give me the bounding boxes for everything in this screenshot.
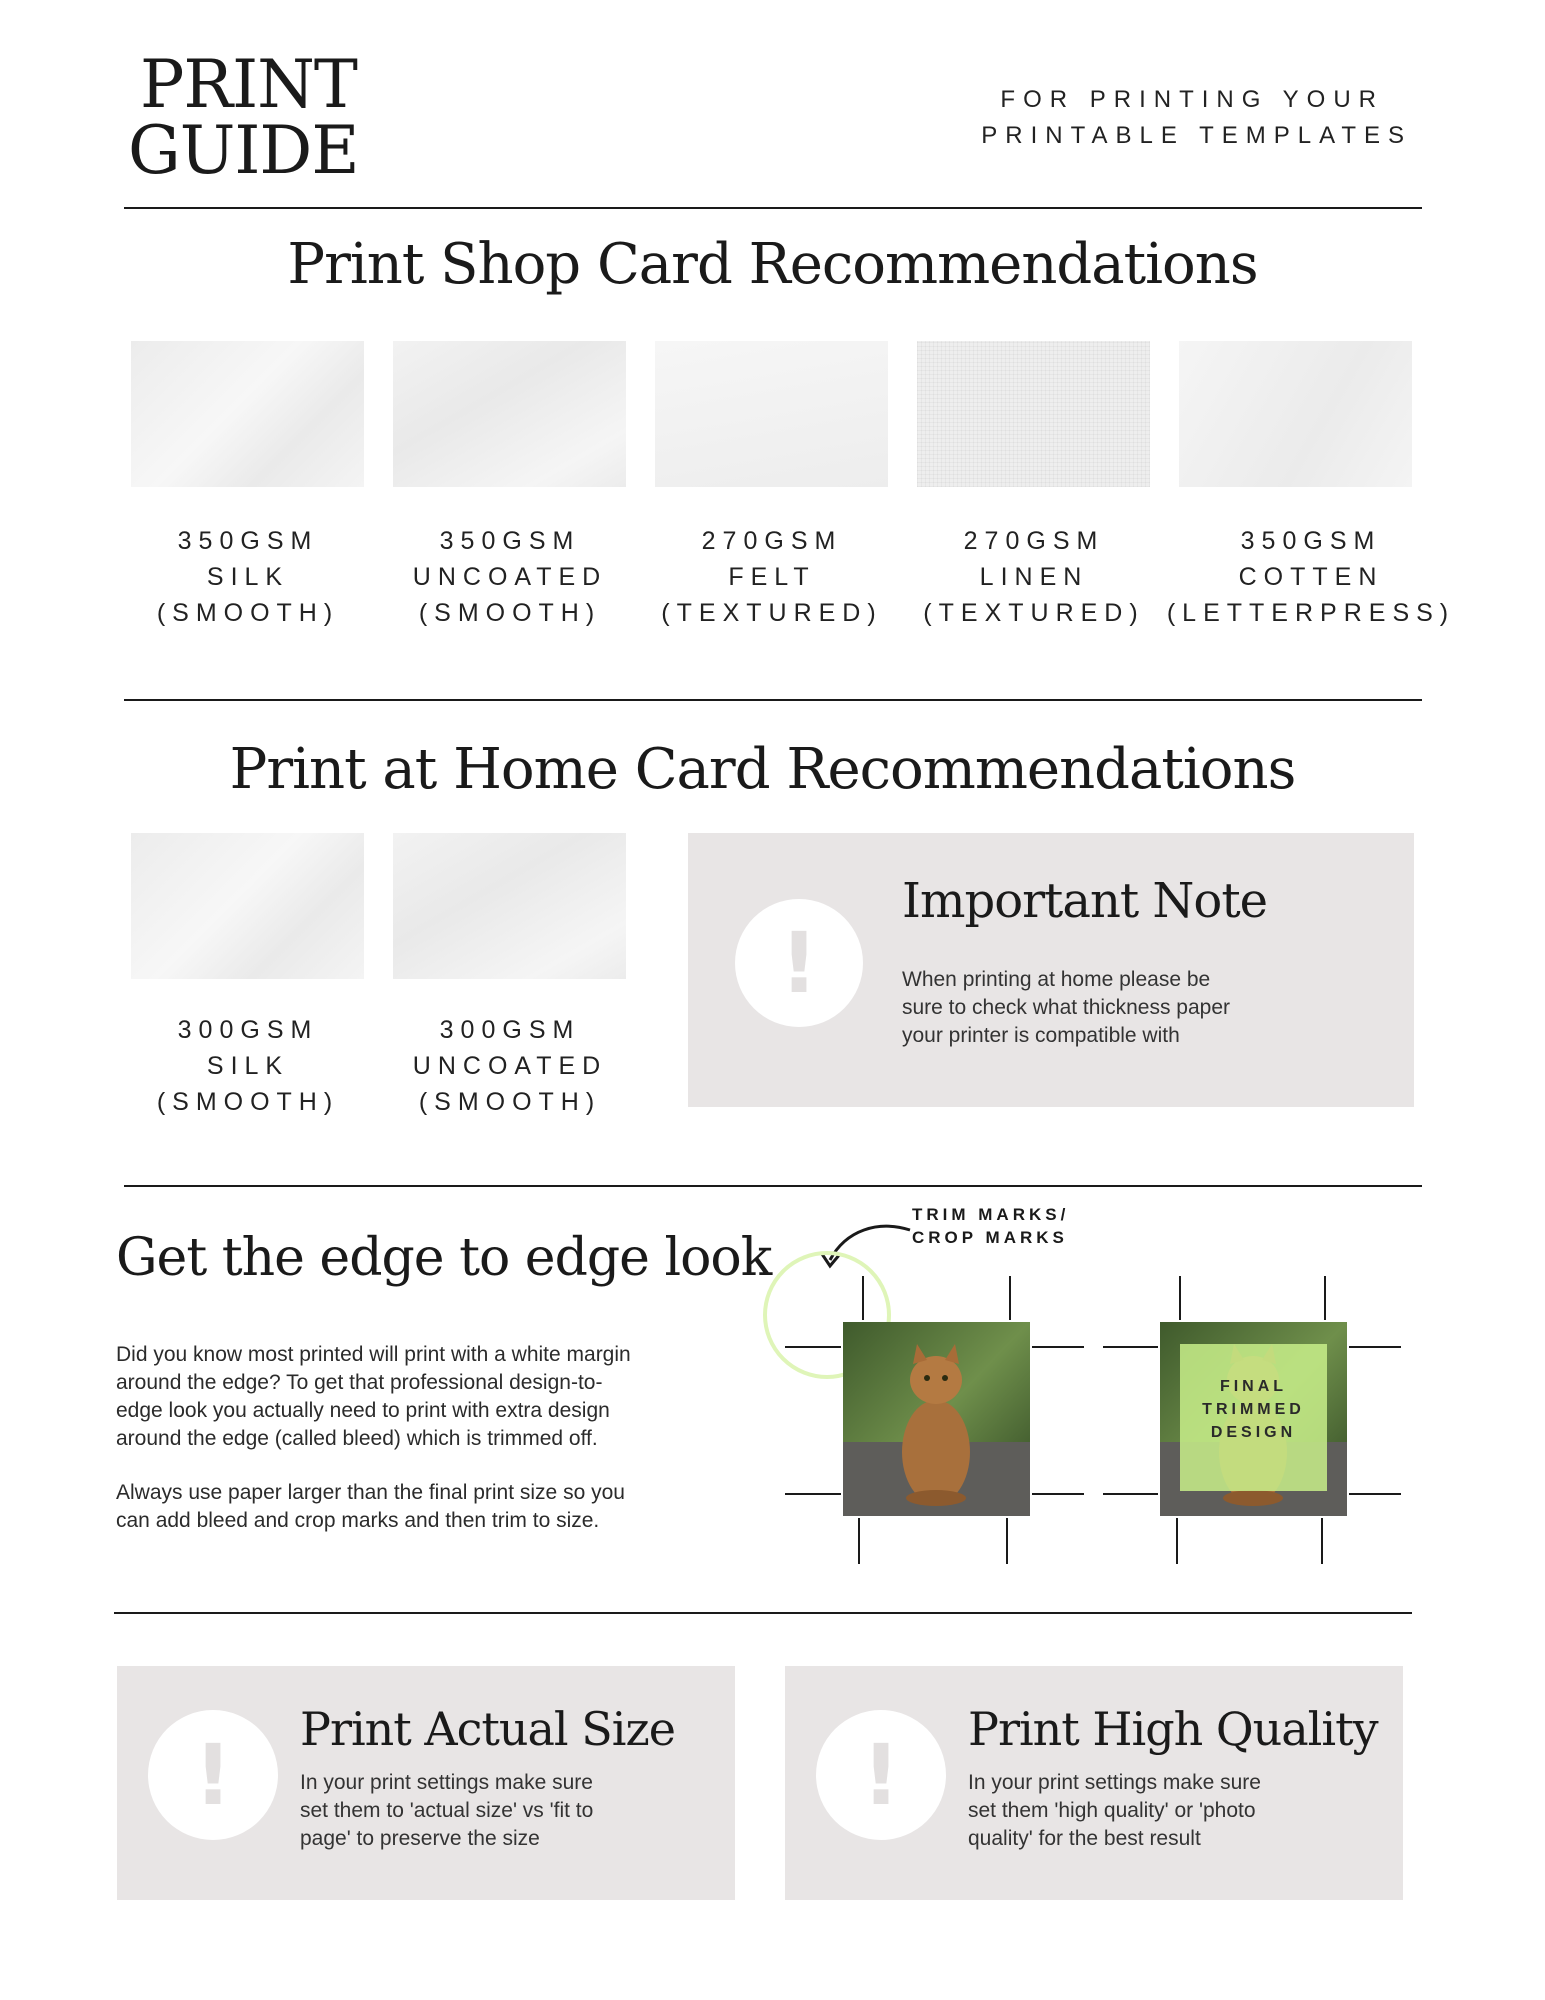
paper-weight: 270GSM: [701, 527, 843, 555]
crop-mark: [1349, 1346, 1401, 1348]
edge-paragraph-1: Did you know most printed will print with a white margin around the edge? To get that professional design-to- edge look you actually need to print with extra design around the edge (called bleed) which is trimmed off.: [116, 1343, 631, 1450]
crop-mark: [1103, 1493, 1158, 1495]
paper-name: COTTEN: [1238, 563, 1384, 591]
crop-mark: [1032, 1346, 1084, 1348]
edge-heading: Get the edge to edge look: [116, 1228, 772, 1288]
paper-name: UNCOATED: [412, 563, 608, 591]
paper-swatch-uncoated: [393, 833, 626, 979]
paper-label: [118, 523, 378, 631]
paper-finish: (TEXTURED): [923, 599, 1145, 627]
crop-mark: [1349, 1493, 1401, 1495]
crop-mark: [1009, 1276, 1011, 1320]
crop-mark: [1324, 1276, 1326, 1320]
divider: [124, 207, 1422, 209]
paper-finish: (SMOOTH): [156, 1088, 340, 1116]
paper-finish: (SMOOTH): [418, 1088, 602, 1116]
tip-title: Print High Quality: [968, 1702, 1378, 1756]
paper-finish: (SMOOTH): [418, 599, 602, 627]
crop-mark: [1179, 1276, 1181, 1320]
paper-swatch-uncoated: [393, 341, 626, 487]
paper-label: [380, 523, 640, 631]
paper-finish: (TEXTURED): [661, 599, 883, 627]
paper-swatch-silk: [131, 833, 364, 979]
page-title-line2: GUIDE: [128, 112, 359, 189]
tip-title: Print Actual Size: [300, 1702, 675, 1756]
paper-name: SILK: [206, 1052, 290, 1080]
tip-box-high-quality: [785, 1666, 1403, 1900]
paper-name: SILK: [206, 563, 290, 591]
crop-mark: [785, 1493, 841, 1495]
paper-finish: (SMOOTH): [156, 599, 340, 627]
crop-mark: [1006, 1518, 1008, 1564]
paper-weight: 270GSM: [963, 527, 1105, 555]
paper-weight: 300GSM: [439, 1016, 581, 1044]
tip-text: In your print settings make sure set them to 'actual size' vs 'fit to page' to preserve the size: [300, 1771, 594, 1850]
trim-marks-label: TRIM MARKS/ CROP MARKS: [912, 1205, 1070, 1247]
cat-photo-image: [843, 1322, 1030, 1516]
print-shop-heading: Print Shop Card Recommendations: [287, 232, 1258, 297]
crop-mark: [1103, 1346, 1158, 1348]
important-note-box: [688, 833, 1414, 1107]
page-subtitle-line2: PRINTABLE TEMPLATES: [981, 122, 1412, 149]
crop-mark: [858, 1518, 860, 1564]
crop-mark: [1176, 1518, 1178, 1564]
exclamation-icon: !: [735, 899, 863, 1027]
paper-label: [380, 1012, 640, 1120]
paper-label: [1166, 523, 1456, 631]
paper-label: [118, 1012, 378, 1120]
paper-swatch-silk: [131, 341, 364, 487]
page-title-line1: PRINT: [140, 46, 357, 123]
paper-swatch-felt: [655, 341, 888, 487]
paper-finish: (LETTERPRESS): [1166, 599, 1456, 627]
paper-weight: 350GSM: [1240, 527, 1382, 555]
page-subtitle-line1: FOR PRINTING YOUR: [1000, 86, 1384, 113]
paper-weight: 300GSM: [177, 1016, 319, 1044]
exclamation-icon: !: [148, 1710, 278, 1840]
paper-weight: 350GSM: [177, 527, 319, 555]
exclamation-icon: !: [816, 1710, 946, 1840]
divider: [124, 1185, 1422, 1187]
crop-mark: [785, 1346, 841, 1348]
paper-name: LINEN: [979, 563, 1089, 591]
crop-mark: [1032, 1493, 1084, 1495]
paper-name: UNCOATED: [412, 1052, 608, 1080]
final-trimmed-label: FINAL TRIMMED DESIGN: [1202, 1378, 1305, 1441]
paper-label: [904, 523, 1164, 631]
cat-photo-with-bleed: [843, 1322, 1030, 1516]
crop-mark: [1321, 1518, 1323, 1564]
paper-name: FELT: [728, 563, 816, 591]
print-home-heading: Print at Home Card Recommendations: [229, 737, 1296, 802]
paper-swatch-cotten: [1179, 341, 1412, 487]
divider: [114, 1612, 1412, 1614]
important-note-text: When printing at home please be sure to check what thickness paper your printer is compatible with: [902, 968, 1231, 1047]
paper-swatch-linen: [917, 341, 1150, 487]
paper-label: [642, 523, 902, 631]
paper-weight: 350GSM: [439, 527, 581, 555]
edge-paragraph-2: Always use paper larger than the final print size so you can add bleed and crop marks and then trim to size.: [116, 1481, 625, 1532]
crop-mark: [862, 1276, 864, 1320]
divider: [124, 699, 1422, 701]
important-note-title: Important Note: [902, 873, 1268, 929]
tip-text: In your print settings make sure set them 'high quality' or 'photo quality' for the best result: [968, 1771, 1261, 1850]
tip-box-actual-size: [117, 1666, 735, 1900]
